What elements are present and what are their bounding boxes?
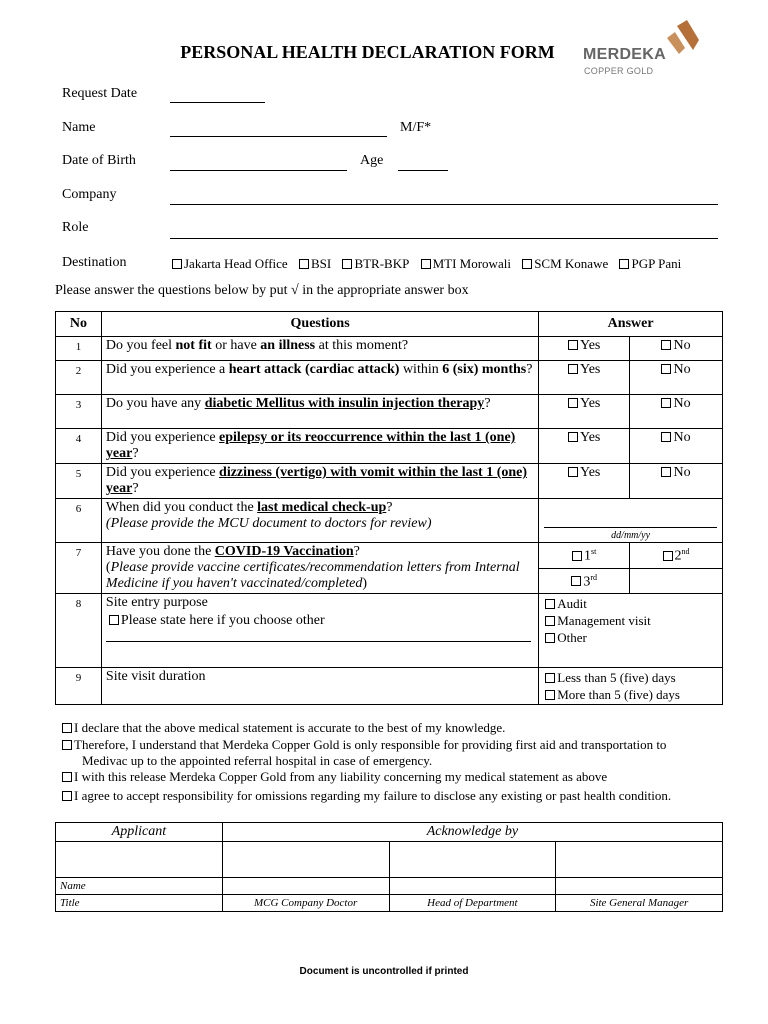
- age-label: Age: [360, 153, 384, 168]
- purpose-management-visit[interactable]: Management visit: [545, 612, 719, 629]
- table-row: [56, 499, 723, 543]
- checkbox-icon[interactable]: [619, 259, 629, 269]
- row-number: 3: [56, 395, 102, 429]
- checkbox-icon[interactable]: [661, 467, 671, 477]
- head-signature-box[interactable]: [389, 842, 556, 878]
- question-text: Did you experience a heart attack (cardiac attack) within 6 (six) months?: [101, 361, 538, 395]
- checkbox-icon[interactable]: [568, 364, 578, 374]
- table-row: [56, 361, 723, 395]
- applicant-header: Applicant: [56, 823, 223, 842]
- declaration-2[interactable]: Therefore, I understand that Merdeka Copper Gold is only responsible for providing first aid and transportation to: [62, 737, 666, 753]
- checkbox-icon[interactable]: [568, 340, 578, 350]
- checkbox-icon[interactable]: [661, 340, 671, 350]
- acknowledge-header: Acknowledge by: [222, 823, 722, 842]
- age-field[interactable]: [398, 170, 448, 171]
- checkbox-icon[interactable]: [571, 576, 581, 586]
- destination-option[interactable]: SCM Konawe: [522, 256, 608, 271]
- column-header-answer: Answer: [539, 312, 723, 337]
- name-label: Name: [56, 878, 223, 895]
- purpose-audit[interactable]: Audit: [545, 595, 719, 612]
- logo-mark-icon: [663, 20, 703, 54]
- question-text: Do you have any diabetic Mellitus with insulin injection therapy?: [101, 395, 538, 429]
- question-text: Site entry purpose Please state here if you choose other: [101, 594, 538, 668]
- dose-2nd[interactable]: 2nd: [630, 543, 723, 569]
- checkbox-icon[interactable]: [545, 673, 555, 683]
- answer-yes[interactable]: Yes: [539, 395, 630, 429]
- role-field[interactable]: [170, 238, 718, 239]
- date-format-hint: dd/mm/yy: [611, 530, 651, 541]
- gm-name-cell[interactable]: [556, 878, 723, 895]
- checkbox-icon[interactable]: [545, 633, 555, 643]
- checkbox-icon[interactable]: [421, 259, 431, 269]
- table-row: [56, 543, 723, 569]
- name-field[interactable]: [170, 136, 387, 137]
- answer-no[interactable]: No: [630, 361, 723, 395]
- company-label: Company: [62, 187, 117, 202]
- mcu-date-field[interactable]: [539, 499, 723, 543]
- duration-more-5[interactable]: More than 5 (five) days: [545, 686, 719, 703]
- title-label: Title: [56, 895, 223, 912]
- checkbox-icon[interactable]: [299, 259, 309, 269]
- checkbox-icon[interactable]: [661, 398, 671, 408]
- checkbox-icon[interactable]: [62, 723, 72, 733]
- doctor-signature-box[interactable]: [222, 842, 389, 878]
- request-date-label: Request Date: [62, 86, 138, 101]
- duration-options: [539, 668, 723, 705]
- other-purpose-field[interactable]: [106, 641, 531, 642]
- destination-option[interactable]: BSI: [299, 256, 331, 271]
- logo-subtitle: COPPER GOLD: [584, 66, 654, 76]
- declaration-3[interactable]: I with this release Merdeka Copper Gold from any liability concerning my medical statement as above: [62, 769, 607, 785]
- gender-label: M/F*: [400, 120, 432, 135]
- checkbox-icon[interactable]: [109, 615, 119, 625]
- destination-option[interactable]: BTR-BKP: [342, 256, 409, 271]
- checkbox-icon[interactable]: [661, 364, 671, 374]
- company-field[interactable]: [170, 204, 718, 205]
- question-text: Have you done the COVID-19 Vaccination? (Please provide vaccine certificates/recommendation letters from Internal Medicine if you haven't vaccinated/completed): [101, 543, 538, 594]
- table-row: [56, 594, 723, 668]
- name-label: Name: [62, 120, 96, 135]
- instruction-text: Please answer the questions below by put √ in the appropriate answer box: [55, 283, 469, 298]
- row-number: 5: [56, 464, 102, 499]
- dose-3rd[interactable]: 3rd: [539, 568, 630, 594]
- doctor-title: MCG Company Doctor: [222, 895, 389, 912]
- answer-yes[interactable]: Yes: [539, 337, 630, 361]
- destination-options: [172, 256, 689, 272]
- declaration-2-continued: Medivac up to the appointed referral hospital in case of emergency.: [82, 753, 433, 768]
- answer-yes[interactable]: Yes: [539, 464, 630, 499]
- form-title: PERSONAL HEALTH DECLARATION FORM: [180, 42, 555, 62]
- dob-label: Date of Birth: [62, 153, 136, 168]
- request-date-field[interactable]: [170, 102, 265, 103]
- checkbox-icon[interactable]: [663, 551, 673, 561]
- dob-field[interactable]: [170, 170, 347, 171]
- row-number: 7: [56, 543, 102, 594]
- purpose-other[interactable]: Other: [545, 629, 719, 646]
- destination-label: Destination: [62, 255, 127, 270]
- checkbox-icon[interactable]: [62, 772, 72, 782]
- column-header-questions: Questions: [101, 312, 538, 337]
- logo-name: MERDEKA: [583, 46, 666, 63]
- questions-table: [55, 311, 723, 705]
- checkbox-icon[interactable]: [172, 259, 182, 269]
- checkbox-icon[interactable]: [568, 467, 578, 477]
- declaration-4[interactable]: I agree to accept responsibility for omissions regarding my failure to disclose any existing or past health condition.: [62, 788, 671, 804]
- footer-note: Document is uncontrolled if printed: [299, 966, 469, 977]
- row-number: 2: [56, 361, 102, 395]
- destination-option[interactable]: MTI Morowali: [421, 256, 511, 271]
- other-purpose-option[interactable]: Please state here if you choose other: [106, 613, 535, 629]
- dose-1st[interactable]: 1st: [539, 543, 630, 569]
- answer-no[interactable]: No: [630, 429, 723, 464]
- question-text: Did you experience dizziness (vertigo) with vomit within the last 1 (one) year?: [101, 464, 538, 499]
- table-row: [56, 337, 723, 361]
- applicant-signature-box[interactable]: [56, 842, 223, 878]
- checkbox-icon[interactable]: [545, 599, 555, 609]
- table-row: [56, 395, 723, 429]
- checkbox-icon[interactable]: [62, 791, 72, 801]
- declaration-1[interactable]: I declare that the above medical statement is accurate to the best of my knowledge.: [62, 720, 505, 736]
- question-text: Did you experience epilepsy or its reoccurrence within the last 1 (one) year?: [101, 429, 538, 464]
- checkbox-icon[interactable]: [568, 398, 578, 408]
- answer-no[interactable]: No: [630, 464, 723, 499]
- doctor-name-cell[interactable]: [222, 878, 389, 895]
- row-number: 6: [56, 499, 102, 543]
- duration-less-5[interactable]: Less than 5 (five) days: [545, 669, 719, 686]
- company-logo: [583, 20, 713, 76]
- answer-yes[interactable]: Yes: [539, 361, 630, 395]
- checkbox-icon[interactable]: [568, 432, 578, 442]
- purpose-options: [539, 594, 723, 668]
- answer-no[interactable]: No: [630, 395, 723, 429]
- answer-yes[interactable]: Yes: [539, 429, 630, 464]
- row-number: 9: [56, 668, 102, 705]
- table-row: [56, 464, 723, 499]
- checkbox-icon[interactable]: [545, 616, 555, 626]
- destination-option[interactable]: Jakarta Head Office: [172, 256, 288, 271]
- row-number: 8: [56, 594, 102, 668]
- checkbox-icon[interactable]: [572, 551, 582, 561]
- row-number: 4: [56, 429, 102, 464]
- row-number: 1: [56, 337, 102, 361]
- question-text: When did you conduct the last medical check-up? (Please provide the MCU document to doctors for review): [101, 499, 538, 543]
- checkbox-icon[interactable]: [522, 259, 532, 269]
- checkbox-icon[interactable]: [62, 740, 72, 750]
- checkbox-icon[interactable]: [342, 259, 352, 269]
- role-label: Role: [62, 220, 89, 235]
- destination-option[interactable]: PGP Pani: [619, 256, 681, 271]
- table-row: [56, 429, 723, 464]
- gm-title: Site General Manager: [556, 895, 723, 912]
- gm-signature-box[interactable]: [556, 842, 723, 878]
- signature-table: [55, 822, 723, 912]
- answer-no[interactable]: No: [630, 337, 723, 361]
- checkbox-icon[interactable]: [661, 432, 671, 442]
- question-text: Do you feel not fit or have an illness at this moment?: [101, 337, 538, 361]
- checkbox-icon[interactable]: [545, 690, 555, 700]
- head-title: Head of Department: [389, 895, 556, 912]
- table-row: [56, 668, 723, 705]
- head-name-cell[interactable]: [389, 878, 556, 895]
- column-header-no: No: [56, 312, 102, 337]
- question-text: Site visit duration: [101, 668, 538, 705]
